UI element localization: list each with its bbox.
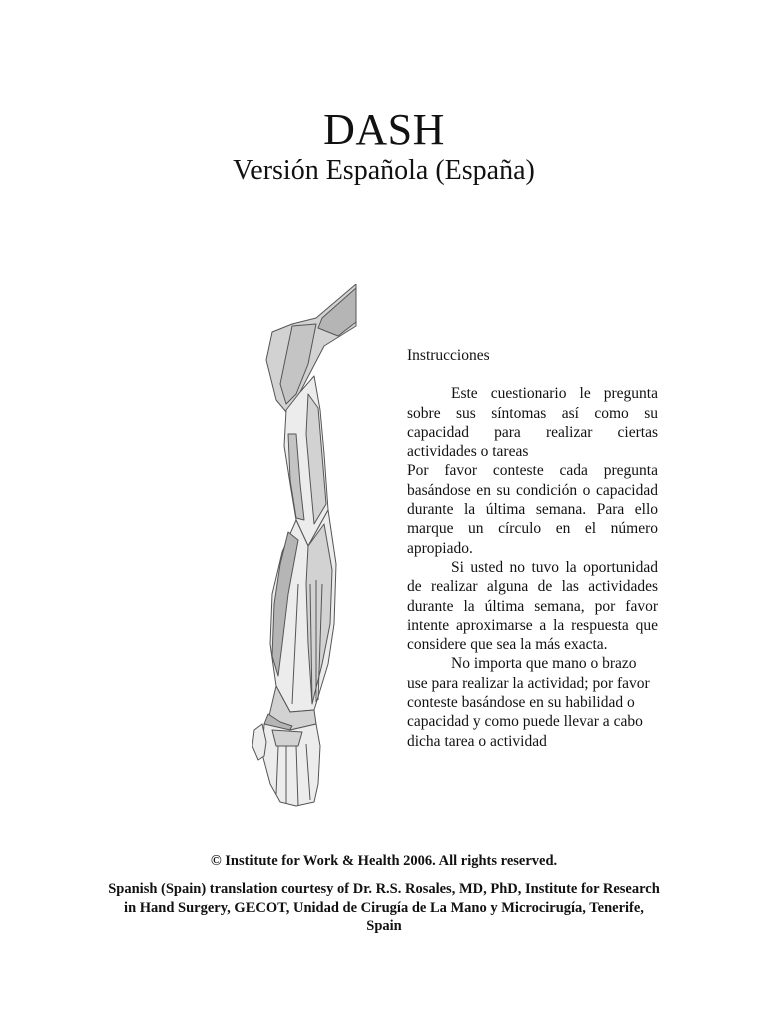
copyright-notice: © Institute for Work & Health 2006. All rights reserved. [210, 853, 558, 869]
instructions-paragraph: Si usted no tuvo la oportunidad de realizar alguna de las actividades durante la última semana, por favor intente aproximarse a la respuesta que considere que sea la más exacta. [407, 558, 658, 654]
document-title: DASH [323, 105, 445, 154]
instructions-paragraph: Por favor conteste cada pregunta basándose en su condición o capacidad durante la última semana. Para ello marque un círculo en el número apropiado. [407, 462, 658, 557]
arm-anatomy-icon [252, 284, 368, 814]
instructions-paragraph: No importa que mano o brazo use para realizar la actividad; por favor conteste basándose en su habilidad o capacidad y como puede llevar a cabo dicha tarea o actividad [407, 655, 650, 750]
instructions-paragraph: Este cuestionario le pregunta sobre sus síntomas así como su capacidad para realizar ciertas actividades o tareas [407, 385, 658, 461]
instructions-heading: Instrucciones [407, 347, 490, 364]
document-subtitle: Versión Española (España) [233, 155, 535, 186]
translation-credit: Spanish (Spain) translation courtesy of Dr. R.S. Rosales, MD, PhD, Institute for Research in Hand Surgery, GECOT, Unidad de Cirugía de La Mano y Microcirugía, Tenerife, Spain [108, 881, 660, 934]
instructions-block [407, 346, 658, 751]
